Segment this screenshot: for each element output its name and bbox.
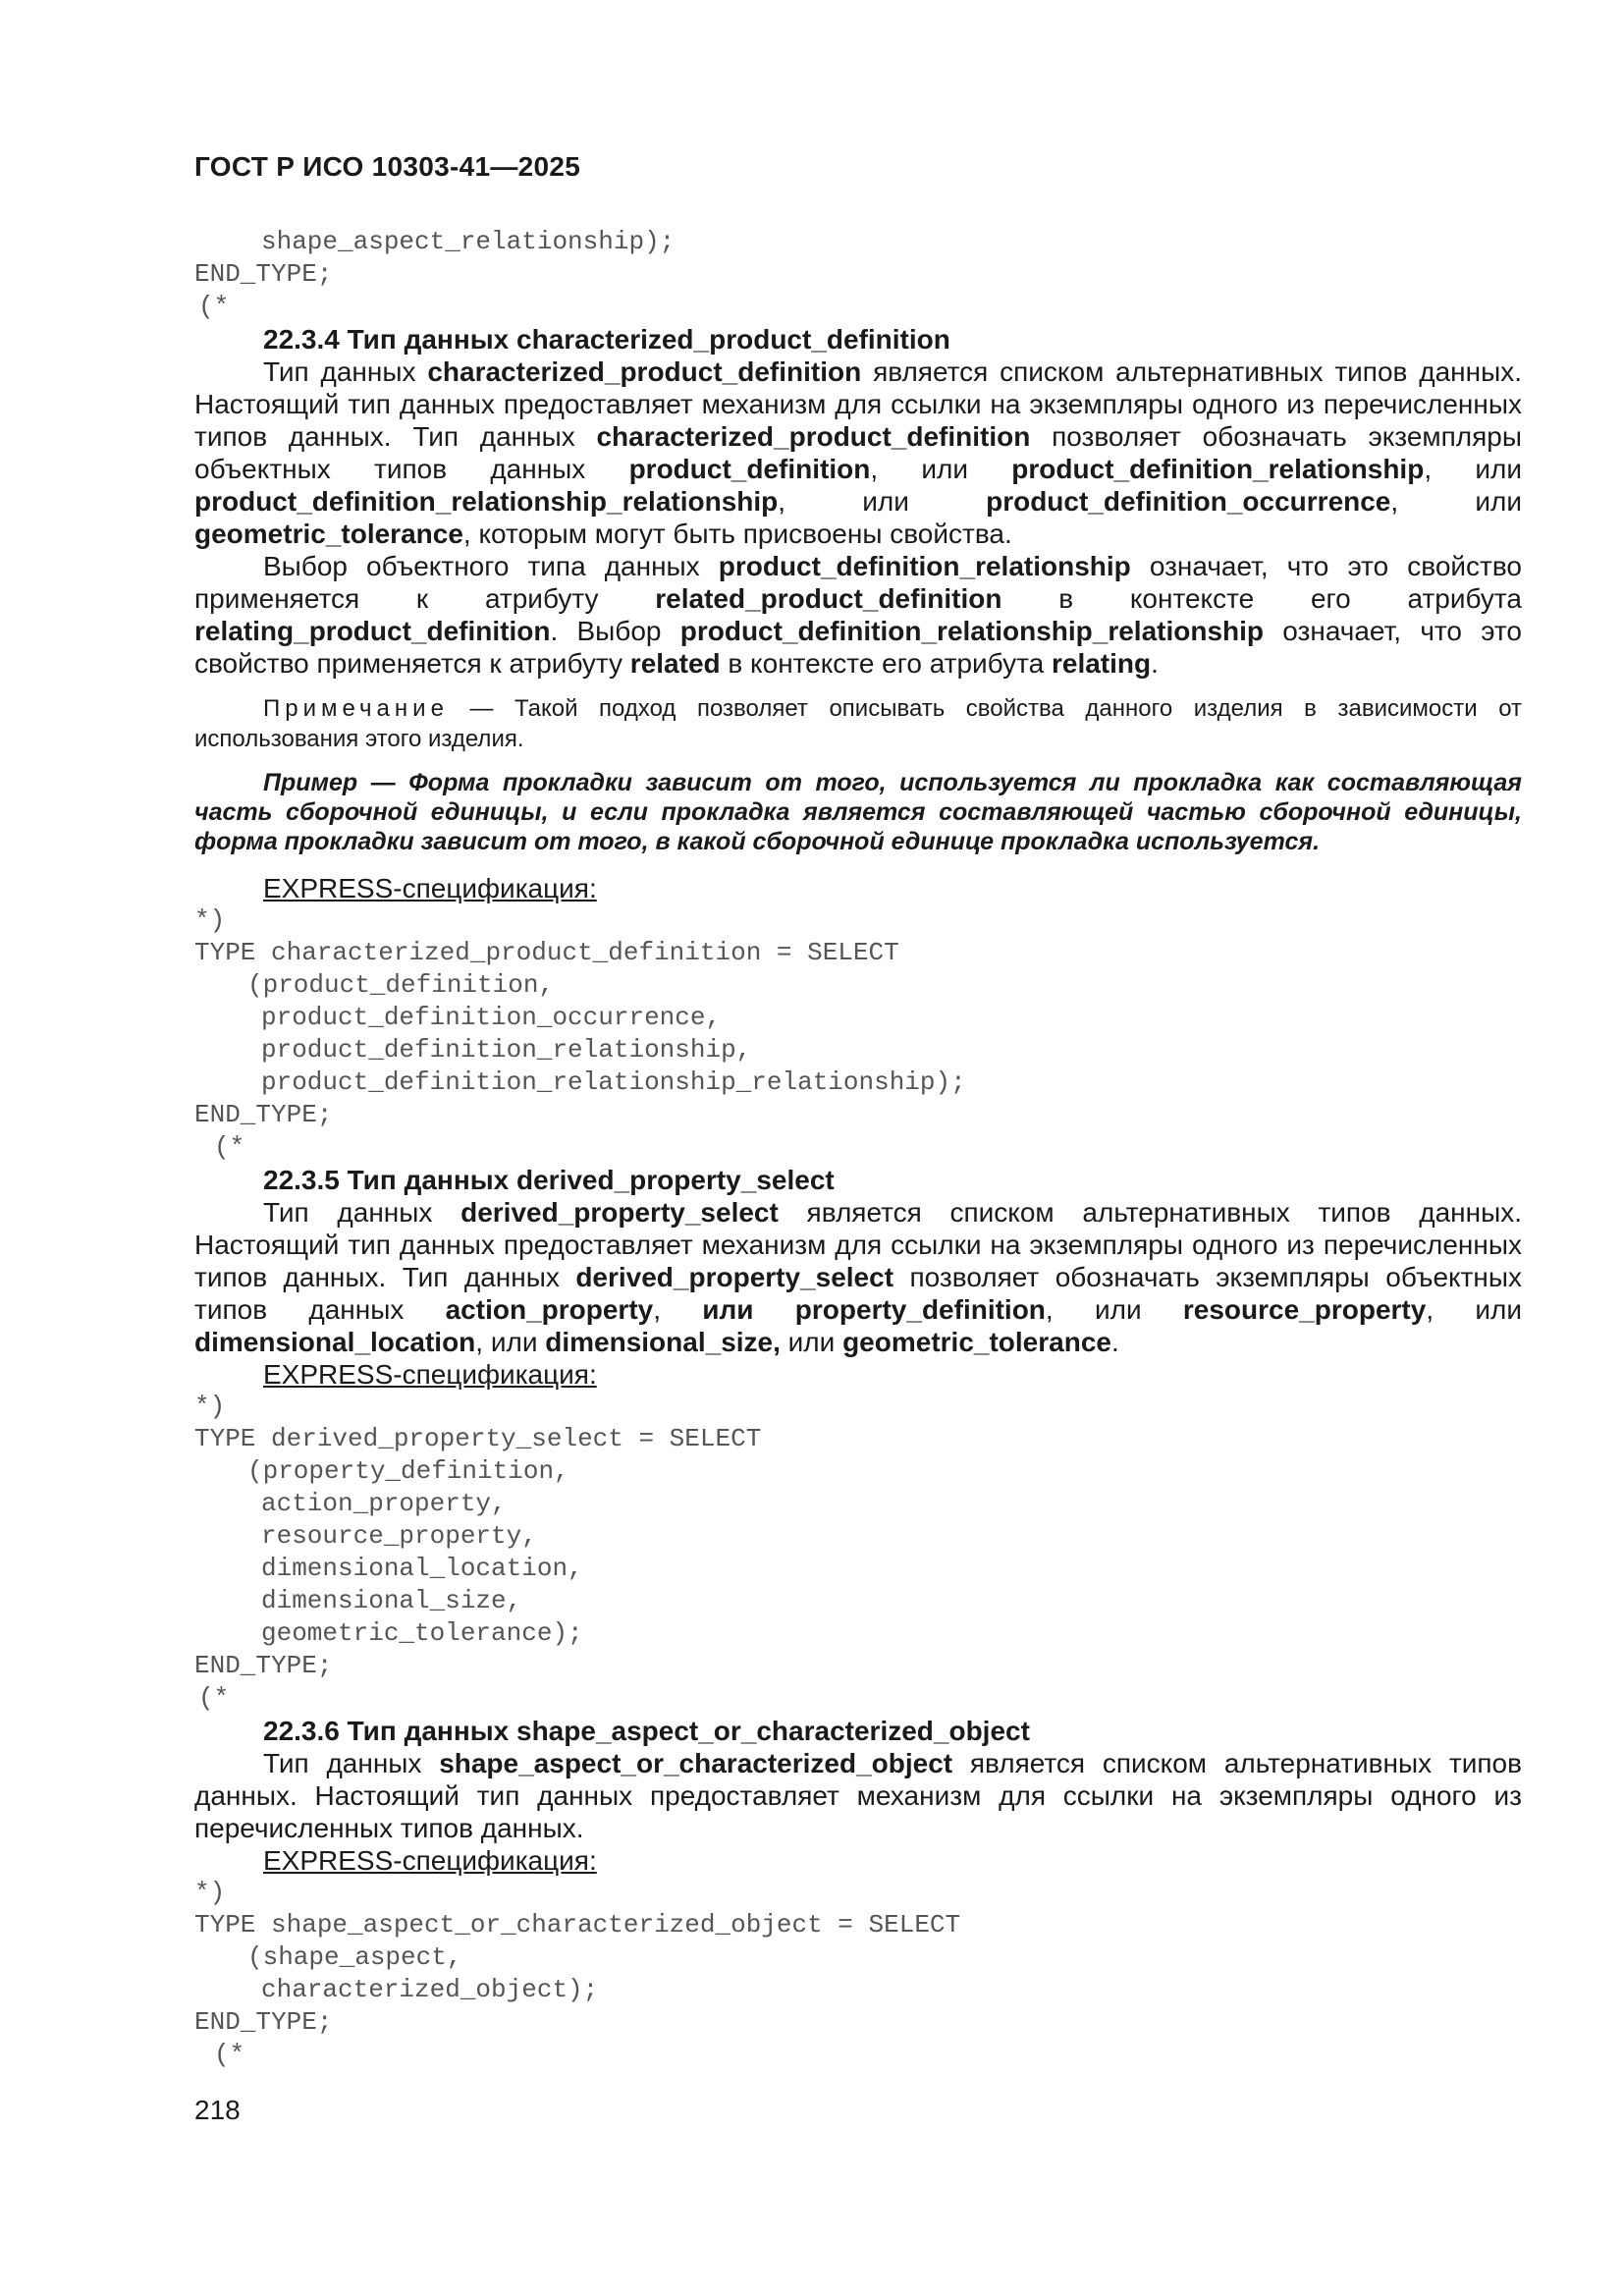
code-line: *) — [194, 905, 226, 935]
note-label: Примечание — [263, 695, 449, 722]
code-line: geometric_tolerance); — [261, 1618, 583, 1648]
code-line: END_TYPE; — [194, 1651, 333, 1680]
code-line: TYPE shape_aspect_or_characterized_object = SELECT — [194, 1910, 961, 1940]
paragraph: Тип данных characterized_product_definition является списком альтернативных типов данных. Настоящий тип данных предоставляет механизм для ссылки на экземпляры одного из перечисленных типов данных. Тип данных characterized_product_definition позволяет обозначать экземпляры объектных типов данных product_definition, или product_definition_relationship, или product_definition_relationship_relationship, или product_definition_occurrence, или geometric_tolerance, которым могут быть присвоены свойства. — [194, 356, 1523, 549]
code-line: TYPE derived_property_select = SELECT — [194, 1424, 762, 1453]
express-spec-label: EXPRESS-спецификация: — [263, 1845, 597, 1876]
section-heading-22-3-4: 22.3.4 Тип данных characterized_product_definition — [263, 324, 950, 355]
code-line: (property_definition, — [247, 1456, 569, 1486]
code-line: END_TYPE; — [194, 2007, 333, 2037]
paragraph: Тип данных derived_property_select является списком альтернативных типов данных. Настоящий тип данных предоставляет механизм для ссылки на экземпляры одного из перечисленных типов данных. Тип данных derived_property_select позволяет обозначать экземпляры объектных типов данных action_property, или property_definition, или resource_property, или dimensional_location, или dimensional_size, или geometric_tolerance. — [194, 1197, 1523, 1357]
code-line: END_TYPE; — [194, 259, 333, 289]
page-content — [194, 226, 1522, 2071]
paragraph: Тип данных shape_aspect_or_characterized_object является списком альтернативных типов данных. Настоящий тип данных предоставляет механизм для ссылки на экземпляры одного из перечисленных типов данных. — [194, 1748, 1522, 1843]
section-heading-22-3-6: 22.3.6 Тип данных shape_aspect_or_characterized_object — [263, 1716, 1030, 1746]
code-line: (* — [198, 292, 230, 321]
code-line: (* — [214, 2040, 245, 2069]
example: Пример — Форма прокладки зависит от того, используется ли прокладка как составляющая часть сборочной единицы, и если прокладка является составляющей частью сборочной единицы, форма прокладки зависит от того, в какой сборочной единице прокладка используется. — [194, 769, 1522, 855]
note-text: — Такой подход позволяет описывать свойства данного изделия в зависимости от использования этого изделия. — [194, 695, 1522, 752]
code-line: *) — [194, 1392, 226, 1421]
code-line: dimensional_size, — [261, 1586, 522, 1615]
express-spec-label: EXPRESS-спецификация: — [263, 873, 597, 903]
paragraph: Выбор объектного типа данных product_definition_relationship означает, что это свойство применяется к атрибуту related_product_definition в контексте его атрибута relating_product_definition. Выбор product_definition_relationship_relationship означает, что это свойство применяется к атрибуту related в контексте его атрибута relating. — [194, 551, 1522, 679]
code-line: (* — [214, 1132, 245, 1162]
code-line: resource_property, — [261, 1521, 537, 1551]
section-heading-22-3-5: 22.3.5 Тип данных derived_property_select — [263, 1165, 835, 1195]
document-header: ГОСТ Р ИСО 10303-41—2025 — [194, 151, 581, 182]
code-line: (product_definition, — [247, 970, 555, 1000]
code-line: (shape_aspect, — [247, 1942, 462, 1972]
code-line: product_definition_relationship, — [261, 1035, 752, 1065]
code-line: action_property, — [261, 1489, 507, 1518]
express-spec-label: EXPRESS-спецификация: — [263, 1359, 597, 1390]
code-line: *) — [194, 1878, 226, 1907]
code-line: product_definition_occurrence, — [261, 1003, 722, 1032]
code-line: product_definition_relationship_relationship); — [261, 1067, 966, 1097]
code-line: END_TYPE; — [194, 1100, 333, 1129]
code-line: TYPE characterized_product_definition = SELECT — [194, 938, 899, 967]
code-line: shape_aspect_relationship); — [261, 227, 676, 256]
code-line: dimensional_location, — [261, 1554, 583, 1583]
code-line: characterized_object); — [261, 1975, 599, 2004]
page-number: 218 — [194, 2095, 241, 2125]
note — [194, 693, 1522, 754]
code-line: (* — [198, 1683, 230, 1713]
